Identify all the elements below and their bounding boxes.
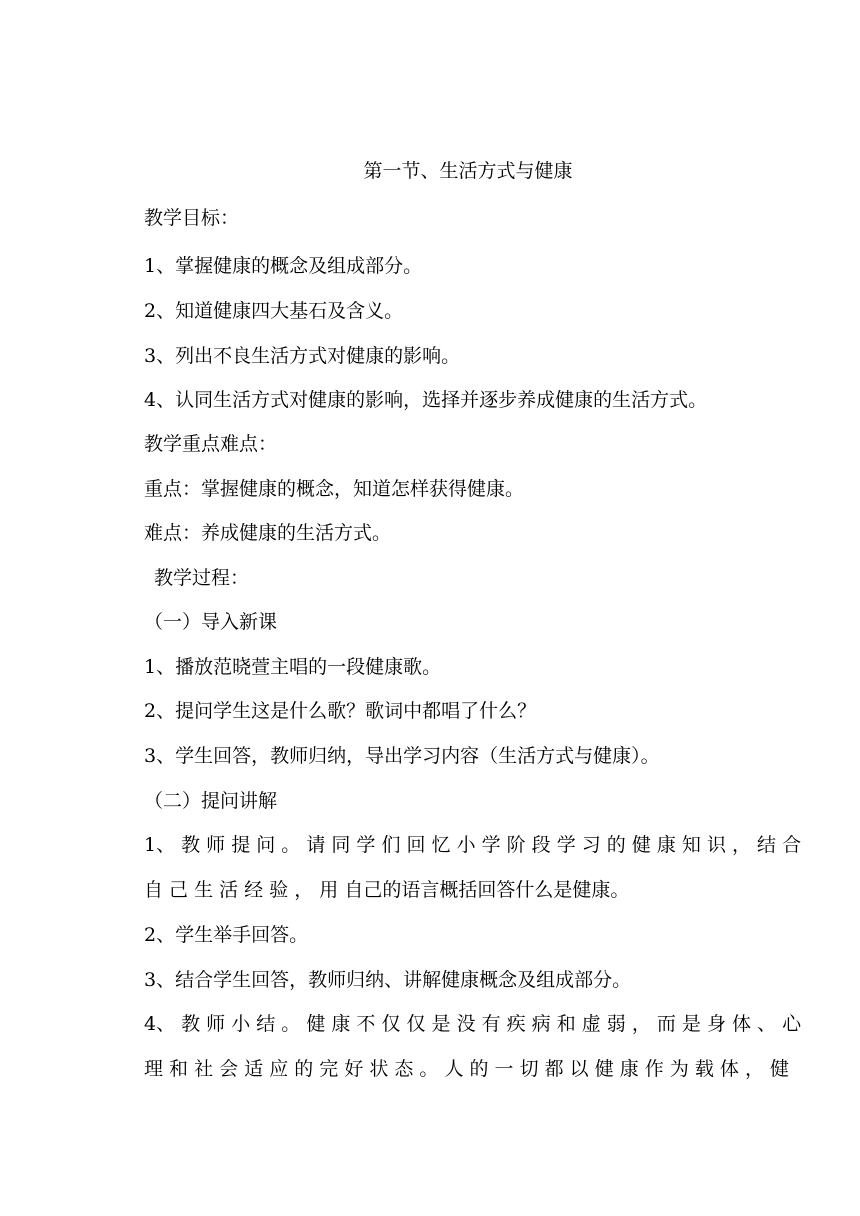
heading-teaching-goals: 教学目标： <box>144 207 240 229</box>
goal-4: 4、认同生活方式对健康的影响，选择并逐步养成健康的生活方式。 <box>144 389 708 411</box>
section-1-step-3: 3、学生回答，教师归纳，导出学习内容（生活方式与健康）。 <box>144 745 660 767</box>
document-title: 第一节、生活方式与健康 <box>363 160 573 182</box>
section-2-step-4-line-2: 理 和 社 会 适 应 的 完 好 状 态 。 人 的 一 切 都 以 健 康 作 为 载 体 ， 健 <box>144 1058 789 1080</box>
section-2-step-1-line-1: 1、 教 师 提 问 。 请 同 学 们 回 忆 小 学 阶 段 学 习 的 健 康 知 识 ， 结 合 <box>144 834 802 856</box>
section-2-step-3: 3、结合学生回答，教师归纳、讲解健康概念及组成部分。 <box>144 969 632 991</box>
section-2-heading: （二）提问讲解 <box>144 790 278 812</box>
difficult-point: 难点：养成健康的生活方式。 <box>144 522 392 544</box>
section-2-step-1-line-2: 自 己 生 活 经 验 ， 用 自己的语言概括回答什么是健康。 <box>144 879 630 901</box>
section-2-step-4-line-1: 4、 教 师 小 结 。 健 康 不 仅 仅 是 没 有 疾 病 和 虚 弱 ， 而 是 身 体 、 心 <box>144 1013 802 1035</box>
section-1-step-1: 1、播放范晓萱主唱的一段健康歌。 <box>144 656 442 678</box>
heading-key-points: 教学重点难点： <box>144 433 278 455</box>
section-2-step-2: 2、学生举手回答。 <box>144 924 309 946</box>
section-1-step-2: 2、提问学生这是什么歌？歌词中都唱了什么？ <box>144 700 537 722</box>
section-1-heading: （一）导入新课 <box>144 611 278 633</box>
key-point: 重点：掌握健康的概念，知道怎样获得健康。 <box>144 478 525 500</box>
goal-3: 3、列出不良生活方式对健康的影响。 <box>144 345 461 367</box>
goal-1: 1、掌握健康的概念及组成部分。 <box>144 255 423 277</box>
heading-teaching-process: 教学过程： <box>154 567 250 589</box>
goal-2: 2、知道健康四大基石及含义。 <box>144 300 404 322</box>
